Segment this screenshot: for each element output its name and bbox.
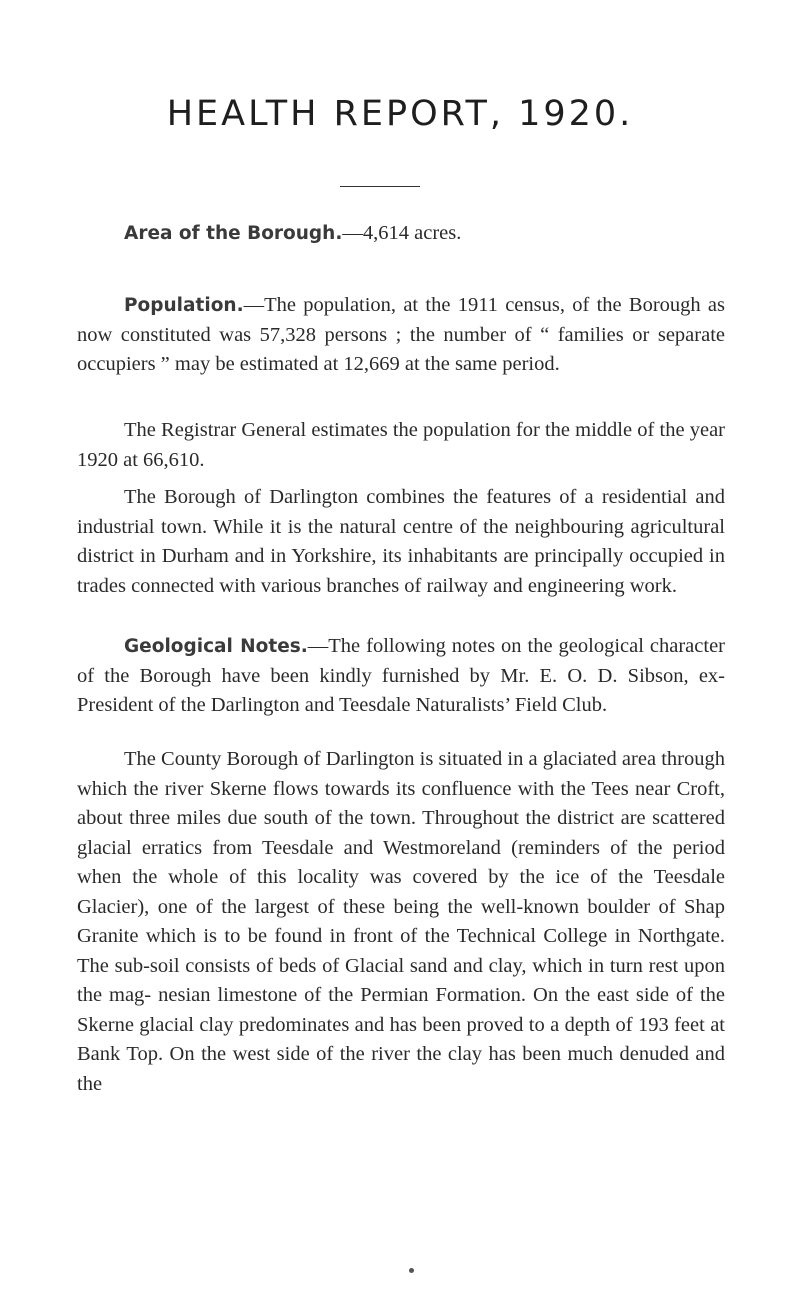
population-text: —The population, at the 1911 census, of the Borough as now constituted was 57,328 persons ; the number of “ families or separate occupiers ” may be estimated at 12,669 at the same period. [77,294,725,375]
registrar-paragraph: The Registrar General estimates the population for the middle of the year 1920 at 66,610. [77,419,725,471]
geological-paragraph [77,632,725,721]
page-title: HEALTH REPORT, 1920. [166,94,634,134]
borough-paragraph: The Borough of Darlington combines the features of a residential and industrial town. While it is the natural centre of the neighbouring agricultural district in Durham and in Yorkshire, its inhabitants are principally occupied in trades connected with various branches of railway and engineering work. [77,486,725,597]
area-heading: Area of the Borough. [124,223,343,244]
area-paragraph [77,219,725,249]
population-heading: Population. [124,295,244,316]
page-mark-dot [409,1268,414,1273]
geological-text: —The following notes on the geological character of the Borough have been kindly furnished by Mr. E. O. D. Sibson, ex-President of the Darlington and Teesdale Naturalists’ Field Club. [77,635,725,716]
geological-heading: Geological Notes. [124,636,308,657]
population-paragraph [77,291,725,380]
title-divider [340,186,420,187]
area-text: —4,614 acres. [342,222,462,244]
county-paragraph: The County Borough of Darlington is situated in a glaciated area through which the river Skerne flows towards its confluence with the Tees near Croft, about three miles due south of the town. Throughout the district are scattered glacial erratics from Teesdale and Westmoreland (reminders of the period when the whole of this locality was covered by the ice of the Teesdale Glacier), one of the largest of these being the well-known boulder of Shap Granite which is to be found in front of the Technical College in Northgate. The sub-soil consists of beds of Glacial sand and clay, which in turn rest upon the mag- nesian limestone of the Permian Formation. On the east side of the Skerne glacial clay predominates and has been proved to a depth of 193 feet at Bank Top. On the west side of the river the clay has been much denuded and the [77,748,725,1095]
